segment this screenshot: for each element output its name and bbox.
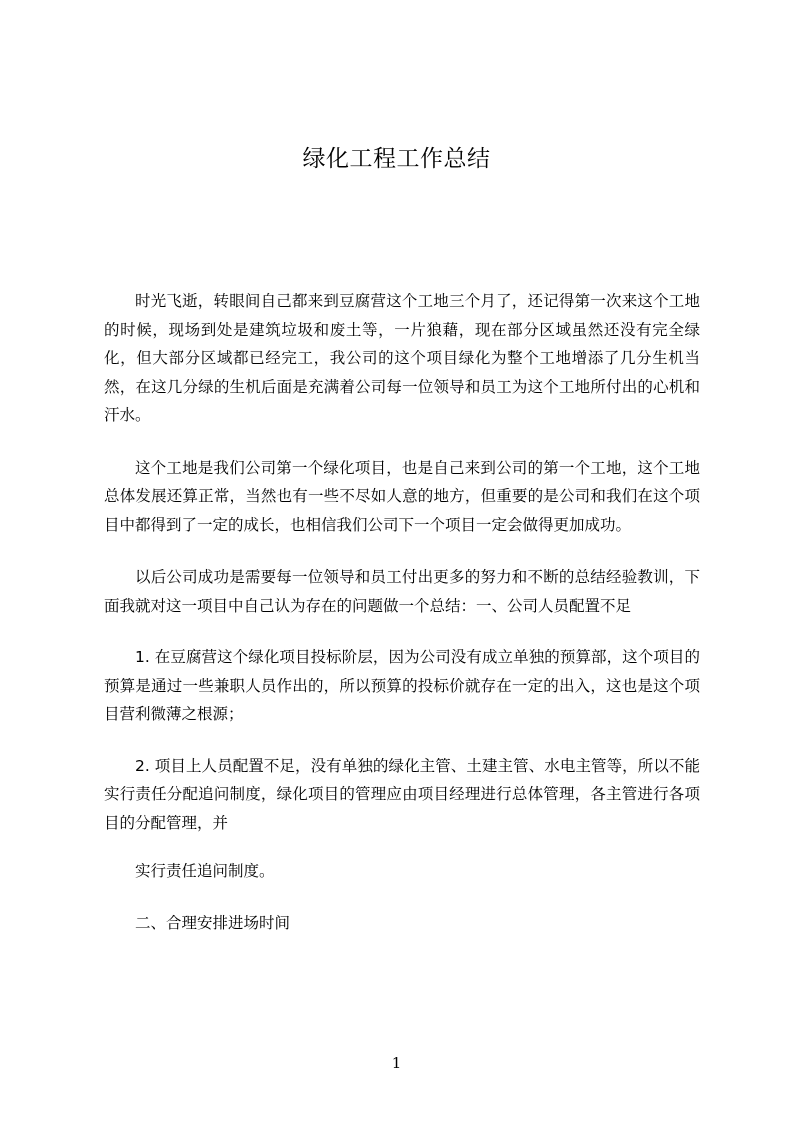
- paragraph-intro: 时光飞逝，转眼间自己都来到豆腐营这个工地三个月了，还记得第一次来这个工地的时候，现场到处是建筑垃圾和废土等，一片狼藉，现在部分区域虽然还没有完全绿化，但大部分区域都已经完工，我公司的这个项目绿化为整个工地增添了几分生机当然，在这几分绿的生机后面是充满着公司每一位领导和员工为这个工地所付出的心机和汗水。: [104, 292, 700, 424]
- paragraph-first-project: 这个工地是我们公司第一个绿化项目，也是自己来到公司的第一个工地，这个工地总体发展还算正常，当然也有一些不尽如人意的地方，但重要的是公司和我们在这个项目中都得到了一定的成长，也相信我们公司下一个项目一定会做得更加成功。: [104, 458, 700, 534]
- document-title: 绿化工程工作总结: [302, 146, 491, 172]
- paragraph-item-2-continued: 实行责任追问制度。: [135, 862, 275, 880]
- document-body: [104, 287, 700, 959]
- paragraph-item-2: 2. 项目上人员配置不足，没有单独的绿化主管、土建主管、水电主管等，所以不能实行责任分配追问制度，绿化项目的管理应由项目经理进行总体管理，各主管进行各项目的分配管理，并: [104, 756, 700, 832]
- paragraph-summary-intro: 以后公司成功是需要每一位领导和员工付出更多的努力和不断的总结经验教训，下面我就对这一项目中自己认为存在的问题做一个总结：一、公司人员配置不足: [104, 568, 700, 615]
- section-heading-2: 二、合理安排进场时间: [135, 913, 291, 932]
- page-number: 1: [391, 1054, 402, 1072]
- paragraph-item-1: 1. 在豆腐营这个绿化项目投标阶层，因为公司没有成立单独的预算部，这个项目的预算是通过一些兼职人员作出的，所以预算的投标价就存在一定的出入，这也是这个项目营利微薄之根源；: [104, 648, 700, 723]
